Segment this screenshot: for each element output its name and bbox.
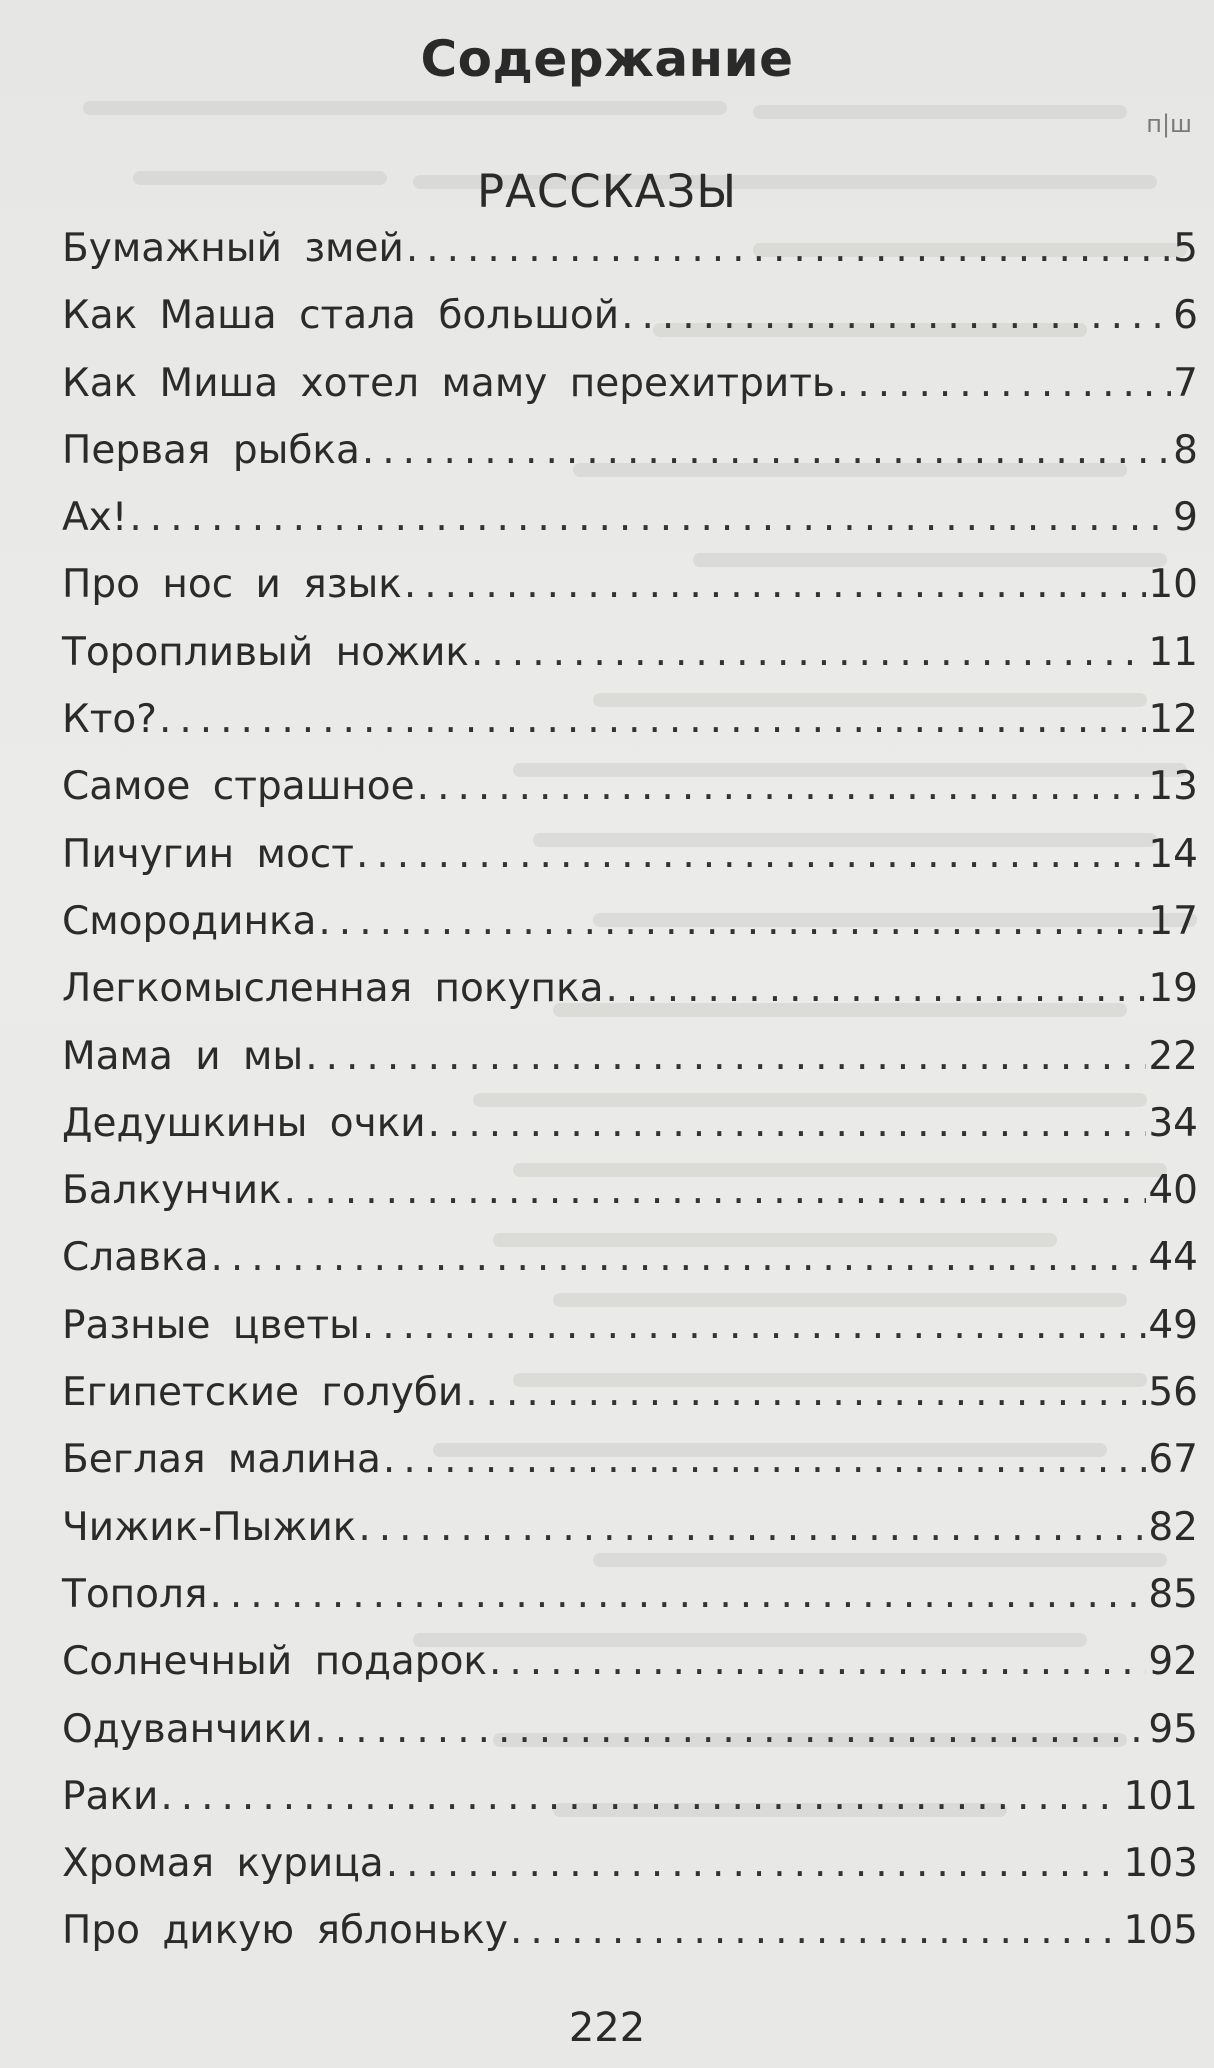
toc-entry-title: Раки	[62, 1773, 159, 1819]
toc-entry-page: 8	[1173, 427, 1198, 473]
toc-entry-title: Самое страшное	[62, 764, 415, 810]
toc-entry	[62, 1101, 1198, 1168]
toc-entry-title: Про нос и язык	[62, 562, 402, 608]
toc-entry	[62, 226, 1198, 293]
table-of-contents	[62, 226, 1198, 1976]
toc-entry-page: 6	[1173, 293, 1198, 339]
toc-dot-leader	[318, 899, 1146, 944]
toc-dot-leader	[305, 1034, 1146, 1079]
toc-dot-leader	[356, 832, 1146, 877]
toc-entry	[62, 764, 1198, 831]
toc-entry-page: 85	[1148, 1571, 1198, 1617]
toc-entry-title: Ах!	[62, 495, 128, 541]
toc-entry-page: 95	[1148, 1706, 1198, 1752]
toc-dot-leader	[383, 1437, 1146, 1482]
toc-entry-title: Мама и мы	[62, 1033, 304, 1079]
toc-dot-leader	[465, 1370, 1146, 1415]
toc-entry	[62, 495, 1198, 562]
toc-dot-leader	[129, 495, 1171, 540]
toc-entry-page: 22	[1148, 1033, 1198, 1079]
toc-dot-leader	[159, 697, 1146, 742]
toc-entry-title: Разные цветы	[62, 1302, 360, 1348]
toc-entry-title: Солнечный подарок	[62, 1639, 487, 1685]
toc-entry-page: 49	[1148, 1302, 1198, 1348]
toc-entry-page: 5	[1173, 226, 1198, 271]
toc-dot-leader	[428, 1101, 1147, 1146]
toc-entry	[62, 1841, 1198, 1908]
toc-entry-page: 13	[1148, 764, 1198, 810]
toc-entry-title: Тополя	[62, 1571, 208, 1617]
toc-entry-page: 101	[1123, 1773, 1198, 1819]
toc-entry-page: 7	[1173, 360, 1198, 406]
toc-entry-page: 34	[1148, 1100, 1198, 1146]
toc-entry-title: Хромая курица	[62, 1841, 384, 1887]
toc-dot-leader	[621, 293, 1171, 338]
toc-entry-page: 40	[1148, 1168, 1198, 1214]
toc-dot-leader	[471, 630, 1146, 675]
toc-entry-page: 9	[1173, 495, 1198, 541]
toc-entry-title: Балкунчик	[62, 1168, 282, 1214]
toc-entry	[62, 293, 1198, 360]
toc-entry	[62, 697, 1198, 764]
toc-entry-title: Беглая малина	[62, 1437, 381, 1483]
toc-entry-page: 82	[1148, 1504, 1198, 1550]
toc-dot-leader	[358, 1505, 1146, 1550]
toc-dot-leader	[362, 1303, 1146, 1348]
toc-entry-title: Славка	[62, 1235, 209, 1281]
bleed-through-mark: п|ш	[1146, 110, 1192, 138]
toc-entry-title: Египетские голуби	[62, 1370, 464, 1416]
toc-dot-leader	[489, 1639, 1146, 1684]
toc-entry-page: 11	[1148, 629, 1198, 675]
toc-entry	[62, 1707, 1198, 1774]
toc-entry-page: 12	[1148, 697, 1198, 743]
section-title: РАССКАЗЫ	[476, 165, 738, 218]
toc-dot-leader	[837, 361, 1171, 406]
toc-entry-page: 44	[1148, 1235, 1198, 1281]
toc-entry	[62, 966, 1198, 1033]
toc-entry	[62, 1303, 1198, 1370]
toc-entry-page: 92	[1148, 1639, 1198, 1685]
toc-entry-page: 67	[1148, 1437, 1198, 1483]
toc-entry	[62, 1774, 1198, 1841]
toc-dot-leader	[406, 226, 1171, 271]
toc-entry-title: Одуванчики	[62, 1706, 313, 1752]
toc-entry	[62, 630, 1198, 697]
toc-entry	[62, 1437, 1198, 1504]
toc-entry-title: Дедушкины очки	[62, 1100, 426, 1146]
toc-dot-leader	[284, 1168, 1147, 1213]
toc-dot-leader	[417, 764, 1147, 809]
toc-entry-title: Про дикую яблоньку	[62, 1908, 508, 1954]
toc-dot-leader	[510, 1908, 1122, 1953]
toc-entry-title: Бумажный змей	[62, 226, 404, 271]
toc-entry-title: Легкомысленная покупка	[62, 966, 604, 1012]
toc-dot-leader	[404, 562, 1147, 607]
toc-entry-page: 17	[1148, 898, 1198, 944]
toc-entry-title: Кто?	[62, 697, 157, 743]
toc-entry-title: Как Миша хотел маму перехитрить	[62, 360, 835, 406]
toc-entry	[62, 1370, 1198, 1437]
toc-entry	[62, 1908, 1198, 1975]
toc-entry	[62, 1639, 1198, 1706]
toc-entry	[62, 361, 1198, 428]
toc-entry	[62, 428, 1198, 495]
toc-entry-title: Пичугин мост	[62, 831, 354, 877]
toc-dot-leader	[160, 1774, 1121, 1819]
toc-entry-page: 56	[1148, 1370, 1198, 1416]
toc-entry	[62, 1235, 1198, 1302]
toc-entry-title: Чижик-Пыжик	[62, 1504, 357, 1550]
page-title: Содержание	[420, 30, 794, 88]
toc-entry	[62, 1034, 1198, 1101]
toc-dot-leader	[314, 1707, 1146, 1752]
toc-entry-page: 103	[1123, 1841, 1198, 1887]
toc-dot-leader	[386, 1841, 1122, 1886]
toc-entry-title: Как Маша стала большой	[62, 293, 620, 339]
toc-entry-page: 105	[1123, 1908, 1198, 1954]
toc-dot-leader	[362, 428, 1171, 473]
toc-entry-page: 10	[1148, 562, 1198, 608]
page-number: 222	[568, 2005, 646, 2051]
toc-entry	[62, 899, 1198, 966]
toc-dot-leader	[209, 1572, 1146, 1617]
toc-dot-leader	[211, 1235, 1147, 1280]
toc-entry-page: 19	[1148, 966, 1198, 1012]
toc-dot-leader	[606, 966, 1147, 1011]
toc-entry	[62, 562, 1198, 629]
toc-entry	[62, 832, 1198, 899]
toc-entry	[62, 1505, 1198, 1572]
toc-entry-title: Смородинка	[62, 898, 317, 944]
toc-entry-title: Торопливый ножик	[62, 629, 469, 675]
toc-entry-title: Первая рыбка	[62, 427, 360, 473]
toc-entry-page: 14	[1148, 831, 1198, 877]
toc-entry	[62, 1168, 1198, 1235]
toc-entry	[62, 1572, 1198, 1639]
